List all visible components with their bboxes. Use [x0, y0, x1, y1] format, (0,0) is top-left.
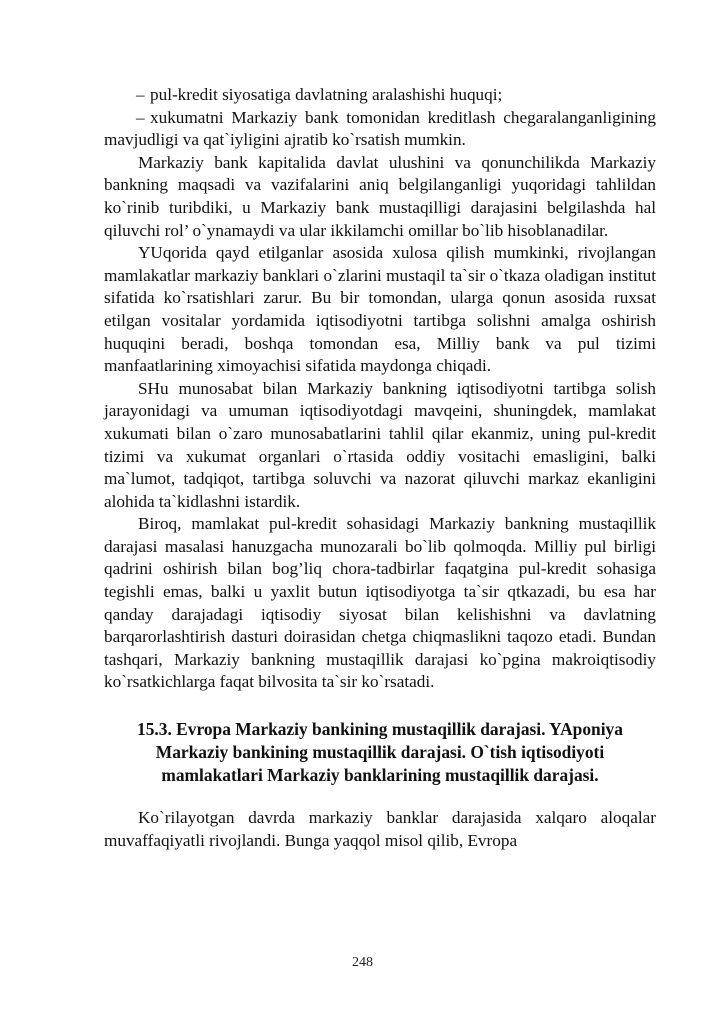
paragraph-4: Biroq, mamlakat pul-kredit sohasidagi Markaziy bankning mustaqillik darajasi masalasi hanuzgacha munozarali bo`lib qolmoqda. Milliy pul birligi qadrini oshirish bilan bog’liq chora-tadbirlar faqatgina pul-kredit sohasiga tegishli emas, balki u yaxlit butun iqtisodiyotga ta`sir qtkazadi, bu esa har qanday darajadagi iqtisodiy siyosat bilan kelishishni va davlatning barqarorlashtirish dasturi doirasidan chetga chiqmaslikni taqozo etadi. Bundan tashqari, Markaziy bankning mustaqillik darajasi ko`pgina makroiqtisodiy ko`rsatkichlarga faqat bilvosita ta`sir ko`rsatadi.	[104, 514, 656, 692]
page-number: 248	[352, 955, 373, 970]
paragraph-2: YUqorida qayd etilganlar asosida xulosa qilish mumkinki, rivojlangan mamlakatlar markaziy banklari o`zlarini mustaqil ta`sir o`tkaza oladigan institut sifatida ko`rsatishlari zarur. Bu bir tomondan, ularga qonun asosida ruxsat etilgan vositalar yordamida iqtisodiyotni tartibga solishni amalga oshirish huquqini beradi, boshqa tomondan esa, Milliy bank va pul tizimi manfaatlarining ximoyachisi sifatida maydonga chiqadi.	[104, 243, 656, 376]
dash-mark: –	[136, 107, 145, 127]
heading-line-2: Markaziy bankining mustaqillik darajasi. O`tish iqtisodiyoti	[155, 742, 605, 763]
heading-line-3: mamlakatlari Markaziy banklarining mustaqillik darajasi.	[161, 765, 599, 786]
paragraph-1: Markaziy bank kapitalida davlat ulushini va qonunchilikda Markaziy bankning maqsadi va vazifalarini aniq belgilanganligi yuqoridagi tahlildan ko`rinib turibdiki, u Markaziy bank mustaqilligi darajasini belgilashda hal qiluvchi rol’ o`ynamaydi va ular ikkilamchi omillar bo`lib hisoblanadilar.	[104, 152, 656, 240]
dash-mark: –	[136, 85, 145, 104]
dash-item-text: xukumatni Markaziy bank tomonidan kreditlash chegaralanganligining mavjudligi va qat`iyligini ajratib ko`rsatish mumkin.	[104, 107, 656, 150]
dash-item-1	[104, 84, 656, 107]
section-heading	[110, 718, 650, 787]
document-body	[104, 84, 656, 852]
paragraph-3: SHu munosabat bilan Markaziy bankning iqtisodiyotni tartibga solish jarayonidagi va umuman iqtisodiyotdagi mavqeini, shuningdek, mamlakat xukumati bilan o`zaro munosabatlarini tahlil qilar ekanmiz, uning pul-kredit tizimi va xukumat organlari o`rtasida oddiy vositachi emasligini, balki ma`lumot, tadqiqot, tartibga soluvchi va nazorat qiluvchi markaz ekanligini alohida ta`kidlashni istardik.	[104, 378, 656, 511]
dash-item-text: pul-kredit siyosatiga davlatning aralashishi huquqi;	[150, 85, 503, 104]
closing-paragraph: Ko`rilayotgan davrda markaziy banklar darajasida xalqaro aloqalar muvaffaqiyatli rivojlandi. Bunga yaqqol misol qilib, Evropa	[104, 808, 656, 850]
heading-line-1: 15.3. Evropa Markaziy bankining mustaqillik darajasi. YAponiya	[137, 719, 623, 740]
dash-item-2	[104, 107, 656, 152]
